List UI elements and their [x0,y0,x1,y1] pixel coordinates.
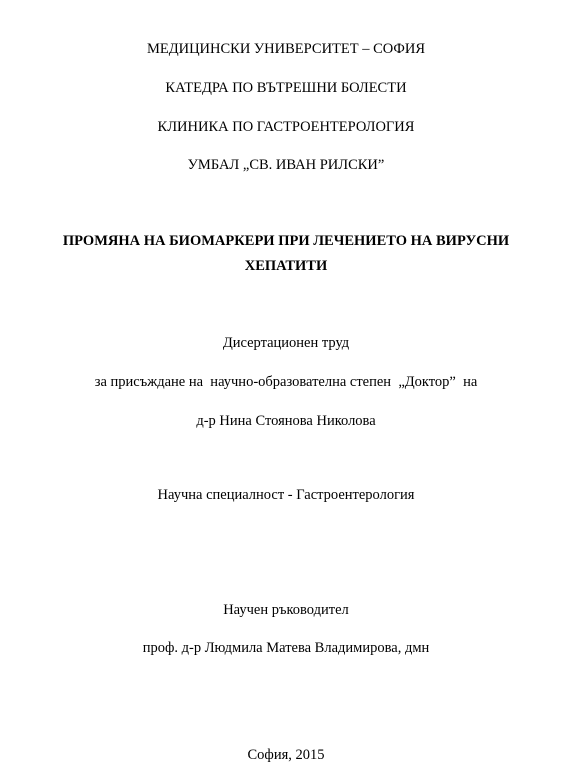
thesis-type: Дисертационен труд [222,335,350,351]
department-name: КАТЕДРА ПО ВЪТРЕШНИ БОЛЕСТИ [165,80,407,96]
scientific-specialty: Научна специалност - Гастроентерология [157,487,415,503]
clinic-name: КЛИНИКА ПО ГАСТРОЕНТЕРОЛОГИЯ [157,119,415,135]
university-name: МЕДИЦИНСКИ УНИВЕРСИТЕТ – СОФИЯ [146,41,426,57]
supervisor-label: Научен ръководител [223,602,349,618]
place-and-year: София, 2015 [247,747,325,763]
hospital-name: УМБАЛ „СВ. ИВАН РИЛСКИ” [187,157,385,173]
thesis-purpose: за присъждане на научно-образователна степен „Доктор” на [94,374,478,390]
supervisor-name: проф. д-р Людмила Матева Владимирова, дмн [142,640,430,656]
dissertation-title: ПРОМЯНА НА БИОМАРКЕРИ ПРИ ЛЕЧЕНИЕТО НА ВИРУСНИ ХЕПАТИТИ [62,233,510,274]
author-name: д-р Нина Стоянова Николова [196,413,376,429]
